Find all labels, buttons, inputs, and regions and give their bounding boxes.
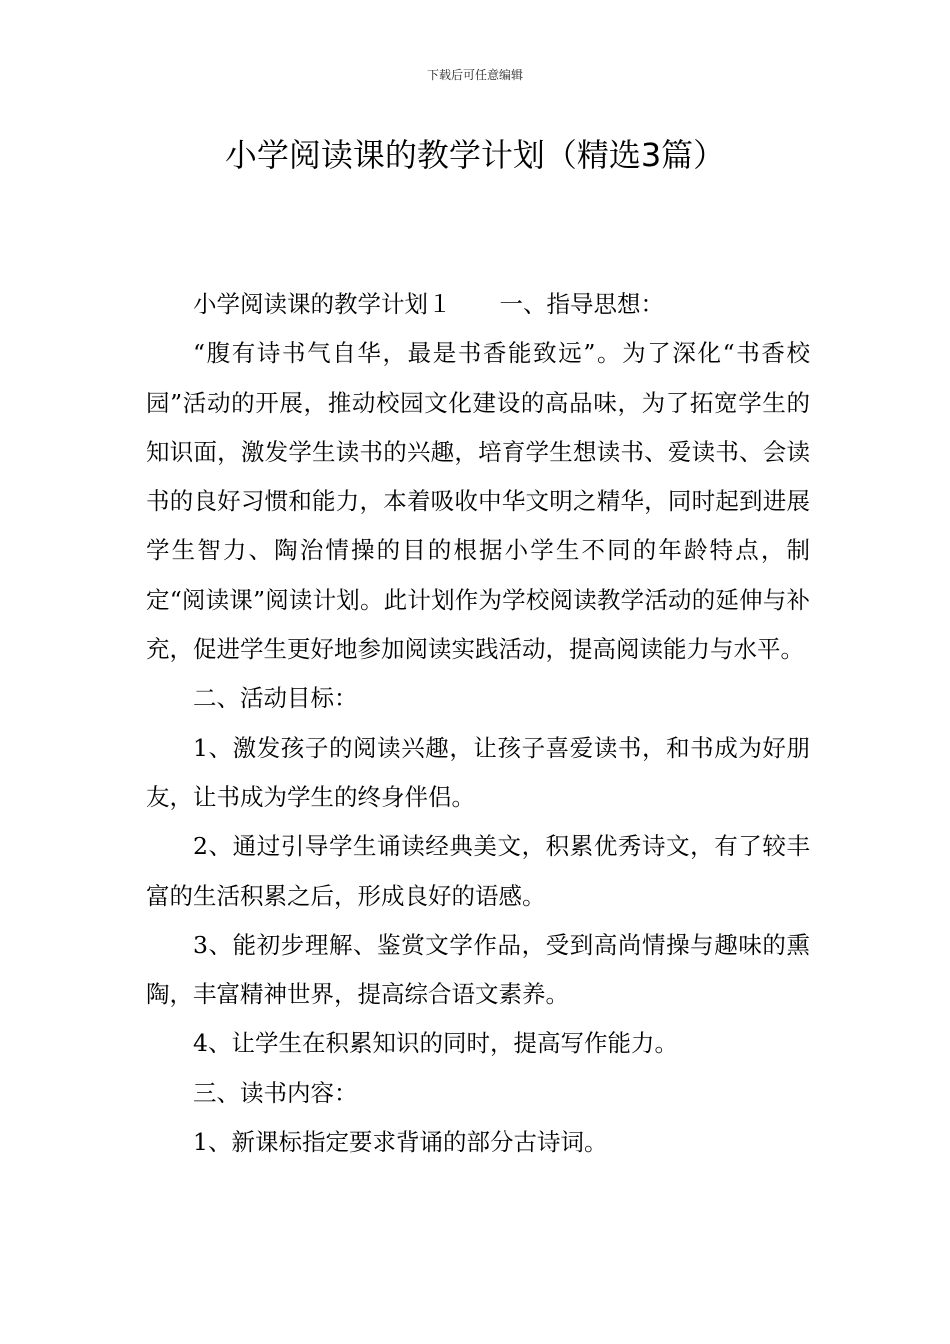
intro-line: [146, 280, 810, 329]
section-heading: 一、指导思想：: [499, 290, 664, 318]
document-body: [146, 280, 810, 1167]
content-item-1: 1、新课标指定要求背诵的部分古诗词。: [193, 1128, 608, 1157]
header-note: 下载后可任意编辑: [426, 68, 523, 82]
goal-item-3: 3、能初步理解、鉴赏文学作品，受到高尚情操与趣味的熏陶，丰富精神世界，提高综合语文素养。: [146, 930, 810, 1009]
goal-item-1: 1、激发孩子的阅读兴趣，让孩子喜爱读书，和书成为好朋友，让书成为学生的终身伴侣。: [146, 733, 810, 811]
section-heading-goals: 二、活动目标：: [193, 684, 358, 713]
document-title: 小学阅读课的教学计划（精选3篇）: [224, 136, 726, 174]
plan-label: 小学阅读课的教学计划１: [193, 290, 452, 318]
goal-item-2: 2、通过引导学生诵读经典美文，积累优秀诗文，有了较丰富的生活积累之后，形成良好的语感。: [146, 832, 810, 910]
section-heading-content: 三、读书内容：: [193, 1078, 358, 1107]
paragraph-guiding-idea: “腹有诗书气自华，最是书香能致远”。为了深化“书香校园”活动的开展，推动校园文化建设的高品味，为了拓宽学生的知识面，激发学生读书的兴趣，培育学生想读书、爱读书、会读书的良好习惯和能力，本着吸收中华文明之精华，同时起到进展学生智力、陶治情操的目的根据小学生不同的年龄特点，制定“阅读课”阅读计划。此计划作为学校阅读教学活动的延伸与补充，促进学生更好地参加阅读实践活动，提高阅读能力与水平。: [146, 339, 810, 664]
goal-item-4: 4、让学生在积累知识的同时，提高写作能力。: [193, 1029, 678, 1058]
